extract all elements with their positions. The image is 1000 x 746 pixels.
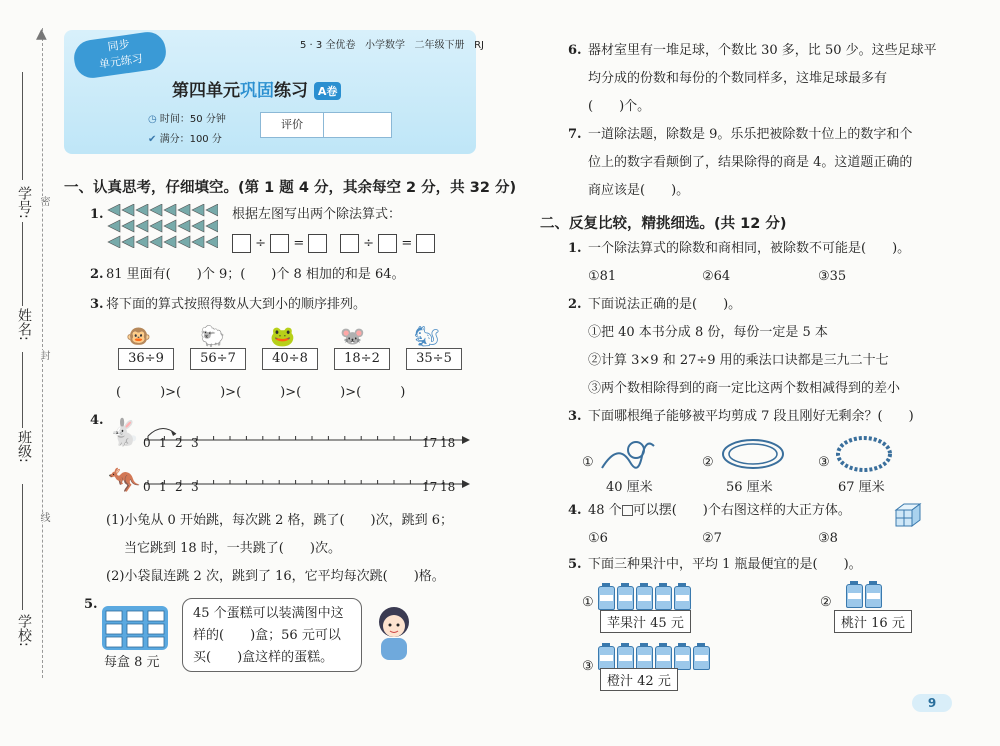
rope-1-icon	[598, 432, 658, 476]
s2q1-number: 1.	[568, 241, 582, 256]
juice-bottle	[655, 646, 672, 670]
rabbit-icon: 🐇	[108, 418, 141, 448]
orange-juice-price: 42 元	[637, 674, 671, 689]
q3-order-blanks[interactable]: ( )>( )>( )>( )>( )	[116, 385, 406, 400]
check-icon: ✔	[148, 134, 157, 145]
q2-text: 81 里面有( )个 9；( )个 8 相加的和是 64。	[106, 267, 405, 282]
juice-bottle	[636, 586, 653, 610]
q2-number: 2.	[90, 267, 104, 282]
grade: 二年级下册	[414, 40, 465, 51]
juice-bottle	[655, 586, 672, 610]
small-cube-icon	[622, 505, 633, 516]
nl2-label-2: 2	[175, 480, 183, 494]
peach-juice-price: 16 元	[871, 616, 905, 631]
q6-line-3: ( )个。	[588, 99, 651, 114]
q1-dividend-box[interactable]	[232, 234, 251, 253]
juice-bottle	[674, 646, 691, 670]
mouse-icon: 🐭	[340, 324, 365, 348]
rocket-icon: ▲	[36, 26, 47, 42]
q3-card-2: 56÷7	[190, 348, 246, 370]
q6-number: 6.	[568, 43, 582, 58]
clock-icon: ◷	[148, 114, 157, 125]
juice-bottle	[598, 586, 615, 610]
s2q1-text: 一个除法算式的除数和商相同，被除数不可能是( )。	[588, 241, 911, 256]
equals-sign: =	[293, 236, 305, 251]
apple-juice-price: 45 元	[650, 616, 684, 631]
q6-line-2: 均分成的份数和每份的个数同样多，这堆足球最多有	[588, 71, 888, 86]
s2q4-number: 4.	[568, 503, 582, 518]
s2q3-number: 3.	[568, 409, 582, 424]
q1-number: 1.	[90, 207, 104, 222]
s2q5-number: 5.	[568, 557, 582, 572]
q7-line-1: 一道除法题，除数是 9。乐乐把被除数十位上的数字和个	[588, 127, 913, 142]
s2q4-option-1[interactable]: ①6	[588, 531, 608, 546]
q1-shuttlecock-figure	[106, 204, 218, 252]
cake-box-figure	[102, 606, 168, 650]
bubble-line-2: 样的( )盒；56 元可以	[193, 628, 341, 643]
evaluation-box[interactable]	[260, 112, 392, 138]
page-title	[172, 76, 341, 101]
score-label: 满分：100 分	[159, 134, 222, 145]
juice-bottle	[693, 646, 710, 670]
juice-bottle	[846, 584, 863, 608]
squirrel-icon: 🐿	[414, 324, 440, 348]
juice-bottle	[598, 646, 615, 670]
school-label: 学校:	[16, 614, 32, 647]
s2q4-text-a: 48 个	[588, 503, 622, 518]
nl1-label-0: 0	[143, 436, 151, 450]
nl1-label-2: 2	[175, 436, 183, 450]
title-highlight: 巩固	[240, 81, 274, 101]
q4-part1: (1)小兔从 0 开始跳，每次跳 2 格，跳了( )次，跳到 6；	[106, 513, 454, 528]
frog-icon: 🐸	[270, 324, 295, 348]
peach-juice-label: 桃汁	[841, 616, 868, 631]
juice-bottle	[674, 586, 691, 610]
score-info	[148, 130, 222, 145]
q5-number: 5.	[84, 597, 98, 612]
s2q2-option-3[interactable]: ③两个数相除得到的商一定比这两个数相减得到的差小	[588, 381, 901, 396]
apple-juice-label: 苹果汁	[607, 616, 647, 631]
seal-mark-dense: 密	[38, 196, 49, 206]
q3-card-5: 35÷5	[406, 348, 462, 370]
school-field[interactable]	[22, 484, 23, 610]
orange-juice-label: 橙汁	[607, 674, 634, 689]
rope-2-icon	[718, 434, 788, 474]
series-name: 5 · 3 全优卷	[300, 40, 356, 51]
s2q2-option-2[interactable]: ②计算 3×9 和 27÷9 用的乘法口诀都是三九二十七	[588, 353, 889, 368]
q1-equation-1	[232, 234, 327, 253]
juice-option-3[interactable]: ③	[582, 659, 594, 674]
q6-line-1: 器材室里有一堆足球，个数比 30 多，比 50 少。这些足球平	[588, 43, 937, 58]
title-tag: A卷	[314, 82, 342, 100]
juice-option-1[interactable]: ①	[582, 595, 594, 610]
page-number: 9	[912, 694, 952, 712]
big-cube-icon	[894, 502, 924, 528]
rope-1-length: 40 厘米	[606, 480, 653, 495]
nl1-label-1: 1	[159, 436, 167, 450]
juice-bottle	[865, 584, 882, 608]
section-1-title: 一、认真思考，仔细填空。(第 1 题 4 分，其余每空 2 分，共 32 分)	[64, 180, 517, 196]
girl-avatar	[372, 604, 416, 662]
sheep-icon: 🐑	[200, 324, 225, 348]
q1-divisor-box-2[interactable]	[378, 234, 397, 253]
q3-card-3: 40÷8	[262, 348, 318, 370]
monkey-icon: 🐵	[126, 324, 151, 348]
q7-line-2: 位上的数字看颠倒了，结果除得的商是 4。这道题正确的	[588, 155, 913, 170]
student-id-field[interactable]	[22, 72, 23, 180]
s2q2-text: 下面说法正确的是( )。	[588, 297, 742, 312]
name-label: 姓名:	[16, 308, 32, 341]
class-field[interactable]	[22, 352, 23, 428]
s2q4-option-2[interactable]: ②7	[702, 531, 722, 546]
class-label: 班级:	[16, 430, 32, 463]
rope-2-length: 56 厘米	[726, 480, 773, 495]
peach-juice-bottles	[846, 584, 884, 612]
edition: RJ	[474, 40, 484, 51]
badge-line-1: 同步	[106, 37, 131, 54]
s2q4-text-b: 可以摆( )个右图这样的大正方体。	[632, 503, 851, 518]
nl2-label-17: 17	[422, 480, 438, 494]
q1-dividend-box-2[interactable]	[340, 234, 359, 253]
rope-3-length: 67 厘米	[838, 480, 885, 495]
q1-equation-2	[340, 234, 435, 253]
s2q2-option-1[interactable]: ①把 40 本书分成 8 份，每份一定是 5 本	[588, 325, 828, 340]
q3-number: 3.	[90, 297, 104, 312]
s2q4-text	[588, 504, 851, 517]
title-part-2: 练习	[274, 81, 308, 101]
evaluation-label: 评价	[261, 113, 324, 137]
unit-header	[64, 30, 484, 154]
nl2-label-3: 3	[191, 480, 199, 494]
divide-sign: ÷	[255, 236, 267, 251]
q7-line-3: 商应该是( )。	[588, 183, 690, 198]
student-id-label: 学号:	[16, 186, 32, 219]
peach-juice-price-tag	[834, 610, 912, 633]
s2q3-option-3[interactable]: ③	[818, 455, 830, 470]
s2q4-option-3[interactable]: ③8	[818, 531, 838, 546]
juice-option-2[interactable]: ②	[820, 595, 832, 610]
q1-quotient-box-2[interactable]	[416, 234, 435, 253]
s2q3-option-1[interactable]: ①	[582, 455, 594, 470]
juice-bottle	[636, 646, 653, 670]
badge-line-2: 单元练习	[98, 51, 144, 71]
q4-part1-b: 当它跳到 18 时，一共跳了( )次。	[124, 541, 341, 556]
time-label: 时间：50 分钟	[159, 114, 226, 125]
s2q3-option-2[interactable]: ②	[702, 455, 714, 470]
q3-card-4: 18÷2	[334, 348, 390, 370]
subject: 小学数学	[365, 40, 405, 51]
q3-card-1: 36÷9	[118, 348, 174, 370]
s2q3-text: 下面哪根绳子能够被平均剪成 7 段且刚好无剩余？( )	[588, 409, 914, 424]
juice-bottle	[617, 646, 634, 670]
book-info	[300, 36, 484, 51]
nl2-label-18: 18	[440, 480, 456, 494]
q4-part2: (2)小袋鼠连跳 2 次，跳到了 16，它平均每次跳( )格。	[106, 569, 445, 584]
section-2-title: 二、反复比较，精挑细选。(共 12 分)	[540, 216, 787, 232]
juice-bottle	[617, 586, 634, 610]
bubble-line-3: 买( )盒这样的蛋糕。	[193, 650, 334, 665]
sync-badge	[72, 30, 168, 80]
q1-divisor-box[interactable]	[270, 234, 289, 253]
divide-sign-2: ÷	[363, 236, 375, 251]
bubble-line-1: 45 个蛋糕可以装满图中这	[193, 606, 344, 621]
title-part-1: 第四单元	[172, 81, 240, 101]
name-field[interactable]	[22, 222, 23, 306]
q1-quotient-box[interactable]	[308, 234, 327, 253]
s2q2-number: 2.	[568, 297, 582, 312]
line-mark: 线	[38, 512, 49, 522]
s2q1-option-3[interactable]: ③35	[818, 269, 847, 284]
nl2-label-0: 0	[143, 480, 151, 494]
kangaroo-icon: 🦘	[108, 466, 141, 496]
s2q5-text: 下面三种果汁中，平均 1 瓶最便宜的是( )。	[588, 557, 862, 572]
time-info	[148, 110, 226, 125]
nl1-label-3: 3	[191, 436, 199, 450]
s2q1-option-1[interactable]: ①81	[588, 269, 617, 284]
rope-3-icon	[834, 434, 894, 474]
q3-text: 将下面的算式按照得数从大到小的顺序排列。	[106, 297, 367, 312]
cake-grid	[102, 606, 168, 650]
nl2-label-1: 1	[159, 480, 167, 494]
number-lines	[140, 414, 470, 504]
nl1-label-18: 18	[440, 436, 456, 450]
q7-number: 7.	[568, 127, 582, 142]
orange-juice-price-tag	[600, 668, 678, 691]
q5-speech-bubble	[182, 598, 362, 672]
q4-number: 4.	[90, 413, 104, 428]
seal-mark: 封	[38, 350, 49, 360]
s2q1-option-2[interactable]: ②64	[702, 269, 731, 284]
q5-caption: 每盒 8 元	[104, 655, 160, 670]
equals-sign-2: =	[401, 236, 413, 251]
nl1-label-17: 17	[422, 436, 438, 450]
q1-text: 根据左图写出两个除法算式：	[232, 207, 402, 222]
apple-juice-price-tag	[600, 610, 691, 633]
